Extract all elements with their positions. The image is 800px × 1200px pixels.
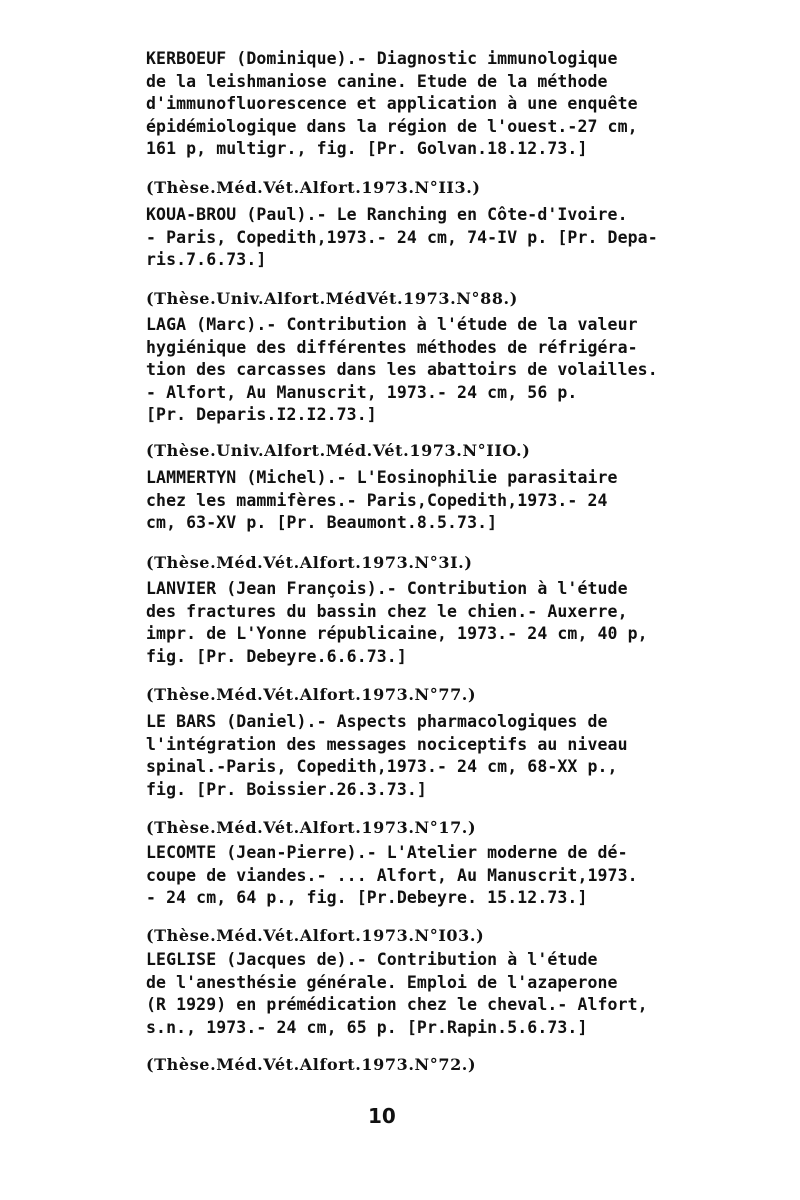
entry-line: LEGLISE (Jacques de).- Contribution à l'étude [146,950,598,969]
entry-line: fig. [Pr. Boissier.26.3.73.] [146,779,427,799]
entry-line: impr. de L'Yonne républicaine, 1973.- 24 cm, 40 p, [146,624,648,643]
bibliography-entry [146,842,666,910]
entry-line: des fractures du bassin chez le chien.- Auxerre, [146,601,628,621]
entry-line: LAMMERTYN (Michel).- L'Eosinophilie parasitaire [146,468,618,487]
thesis-note [146,288,666,311]
entry-line: - 24 cm, 64 p., fig. [Pr.Debeyre. 15.12.73.] [146,888,588,907]
thesis-note-text: (Thèse.Méd.Vét.Alfort.1973.N°3I.) [146,553,473,572]
entry-line: cm, 63-XV p. [Pr. Beaumont.8.5.73.] [146,513,498,532]
thesis-note [146,817,666,840]
entry-line: KERBOEUF (Dominique).- Diagnostic immunologique [146,49,618,68]
entry-line: coupe de viandes.- ... Alfort, Au Manuscrit,1973. [146,865,638,885]
thesis-note [146,1054,666,1077]
entry-line: (R 1929) en prémédication chez le cheval.- Alfort, [146,995,648,1014]
thesis-note-text: (Thèse.Méd.Vét.Alfort.1973.N°II3.) [146,178,481,197]
thesis-note-text: (Thèse.Méd.Vét.Alfort.1973.N°77.) [146,685,477,704]
entry-line: 161 p, multigr., fig. [Pr. Golvan.18.12.73.] [146,139,588,158]
thesis-note [146,925,666,948]
bibliography-entry [146,467,666,535]
entry-line: de l'anesthésie générale. Emploi de l'azaperone [146,972,618,992]
thesis-note-text: (Thèse.Méd.Vét.Alfort.1973.N°72.) [146,1055,477,1074]
bibliography-entry [146,578,666,668]
entry-line: LE BARS (Daniel).- Aspects pharmacologiques de [146,712,608,731]
entry-line: - Alfort, Au Manuscrit, 1973.- 24 cm, 56 p. [146,382,578,402]
entry-line: s.n., 1973.- 24 cm, 65 p. [Pr.Rapin.5.6.73.] [146,1017,588,1037]
entry-line: chez les mammifères.- Paris,Copedith,1973.- 24 [146,490,608,510]
entry-line: épidémiologique dans la région de l'ouest.-27 cm, [146,116,638,136]
bibliography-entry [146,949,666,1039]
bibliography-entry [146,711,666,801]
entry-line: l'intégration des messages nociceptifs au niveau [146,734,628,754]
entry-line: LECOMTE (Jean-Pierre).- L'Atelier moderne de dé- [146,843,628,862]
thesis-note [146,440,666,463]
thesis-note-text: (Thèse.Méd.Vét.Alfort.1973.N°I03.) [146,926,485,945]
thesis-note-text: (Thèse.Univ.Alfort.Méd.Vét.1973.N°IIO.) [146,441,531,460]
entry-line: LAGA (Marc).- Contribution à l'étude de la valeur [146,315,638,334]
thesis-note [146,552,666,575]
entry-line: LANVIER (Jean François).- Contribution à l'étude [146,579,628,598]
bibliography-entry [146,48,666,161]
entry-line: spinal.-Paris, Copedith,1973.- 24 cm, 68-XX p., [146,757,618,776]
thesis-note-text: (Thèse.Univ.Alfort.MédVét.1973.N°88.) [146,289,518,308]
thesis-note-text: (Thèse.Méd.Vét.Alfort.1973.N°17.) [146,818,477,837]
entry-line: ris.7.6.73.] [146,250,267,269]
bibliography-entry [146,204,666,272]
thesis-note [146,177,666,200]
bibliography-entry [146,314,666,427]
entry-line: hygiénique des différentes méthodes de réfrigéra- [146,337,638,357]
entry-line: de la leishmaniose canine. Etude de la méthode [146,71,608,91]
entry-line: [Pr. Deparis.I2.I2.73.] [146,405,377,424]
entry-line: fig. [Pr. Debeyre.6.6.73.] [146,646,407,666]
entry-line: KOUA-BROU (Paul).- Le Ranching en Côte-d'Ivoire. [146,205,628,224]
thesis-note [146,684,666,707]
page-number: 10 [368,1104,396,1128]
entry-line: tion des carcasses dans les abattoirs de volailles. [146,360,658,379]
entry-line: d'immunofluorescence et application à une enquête [146,94,638,113]
entry-line: - Paris, Copedith,1973.- 24 cm, 74-IV p. [Pr. Depa- [146,227,658,247]
